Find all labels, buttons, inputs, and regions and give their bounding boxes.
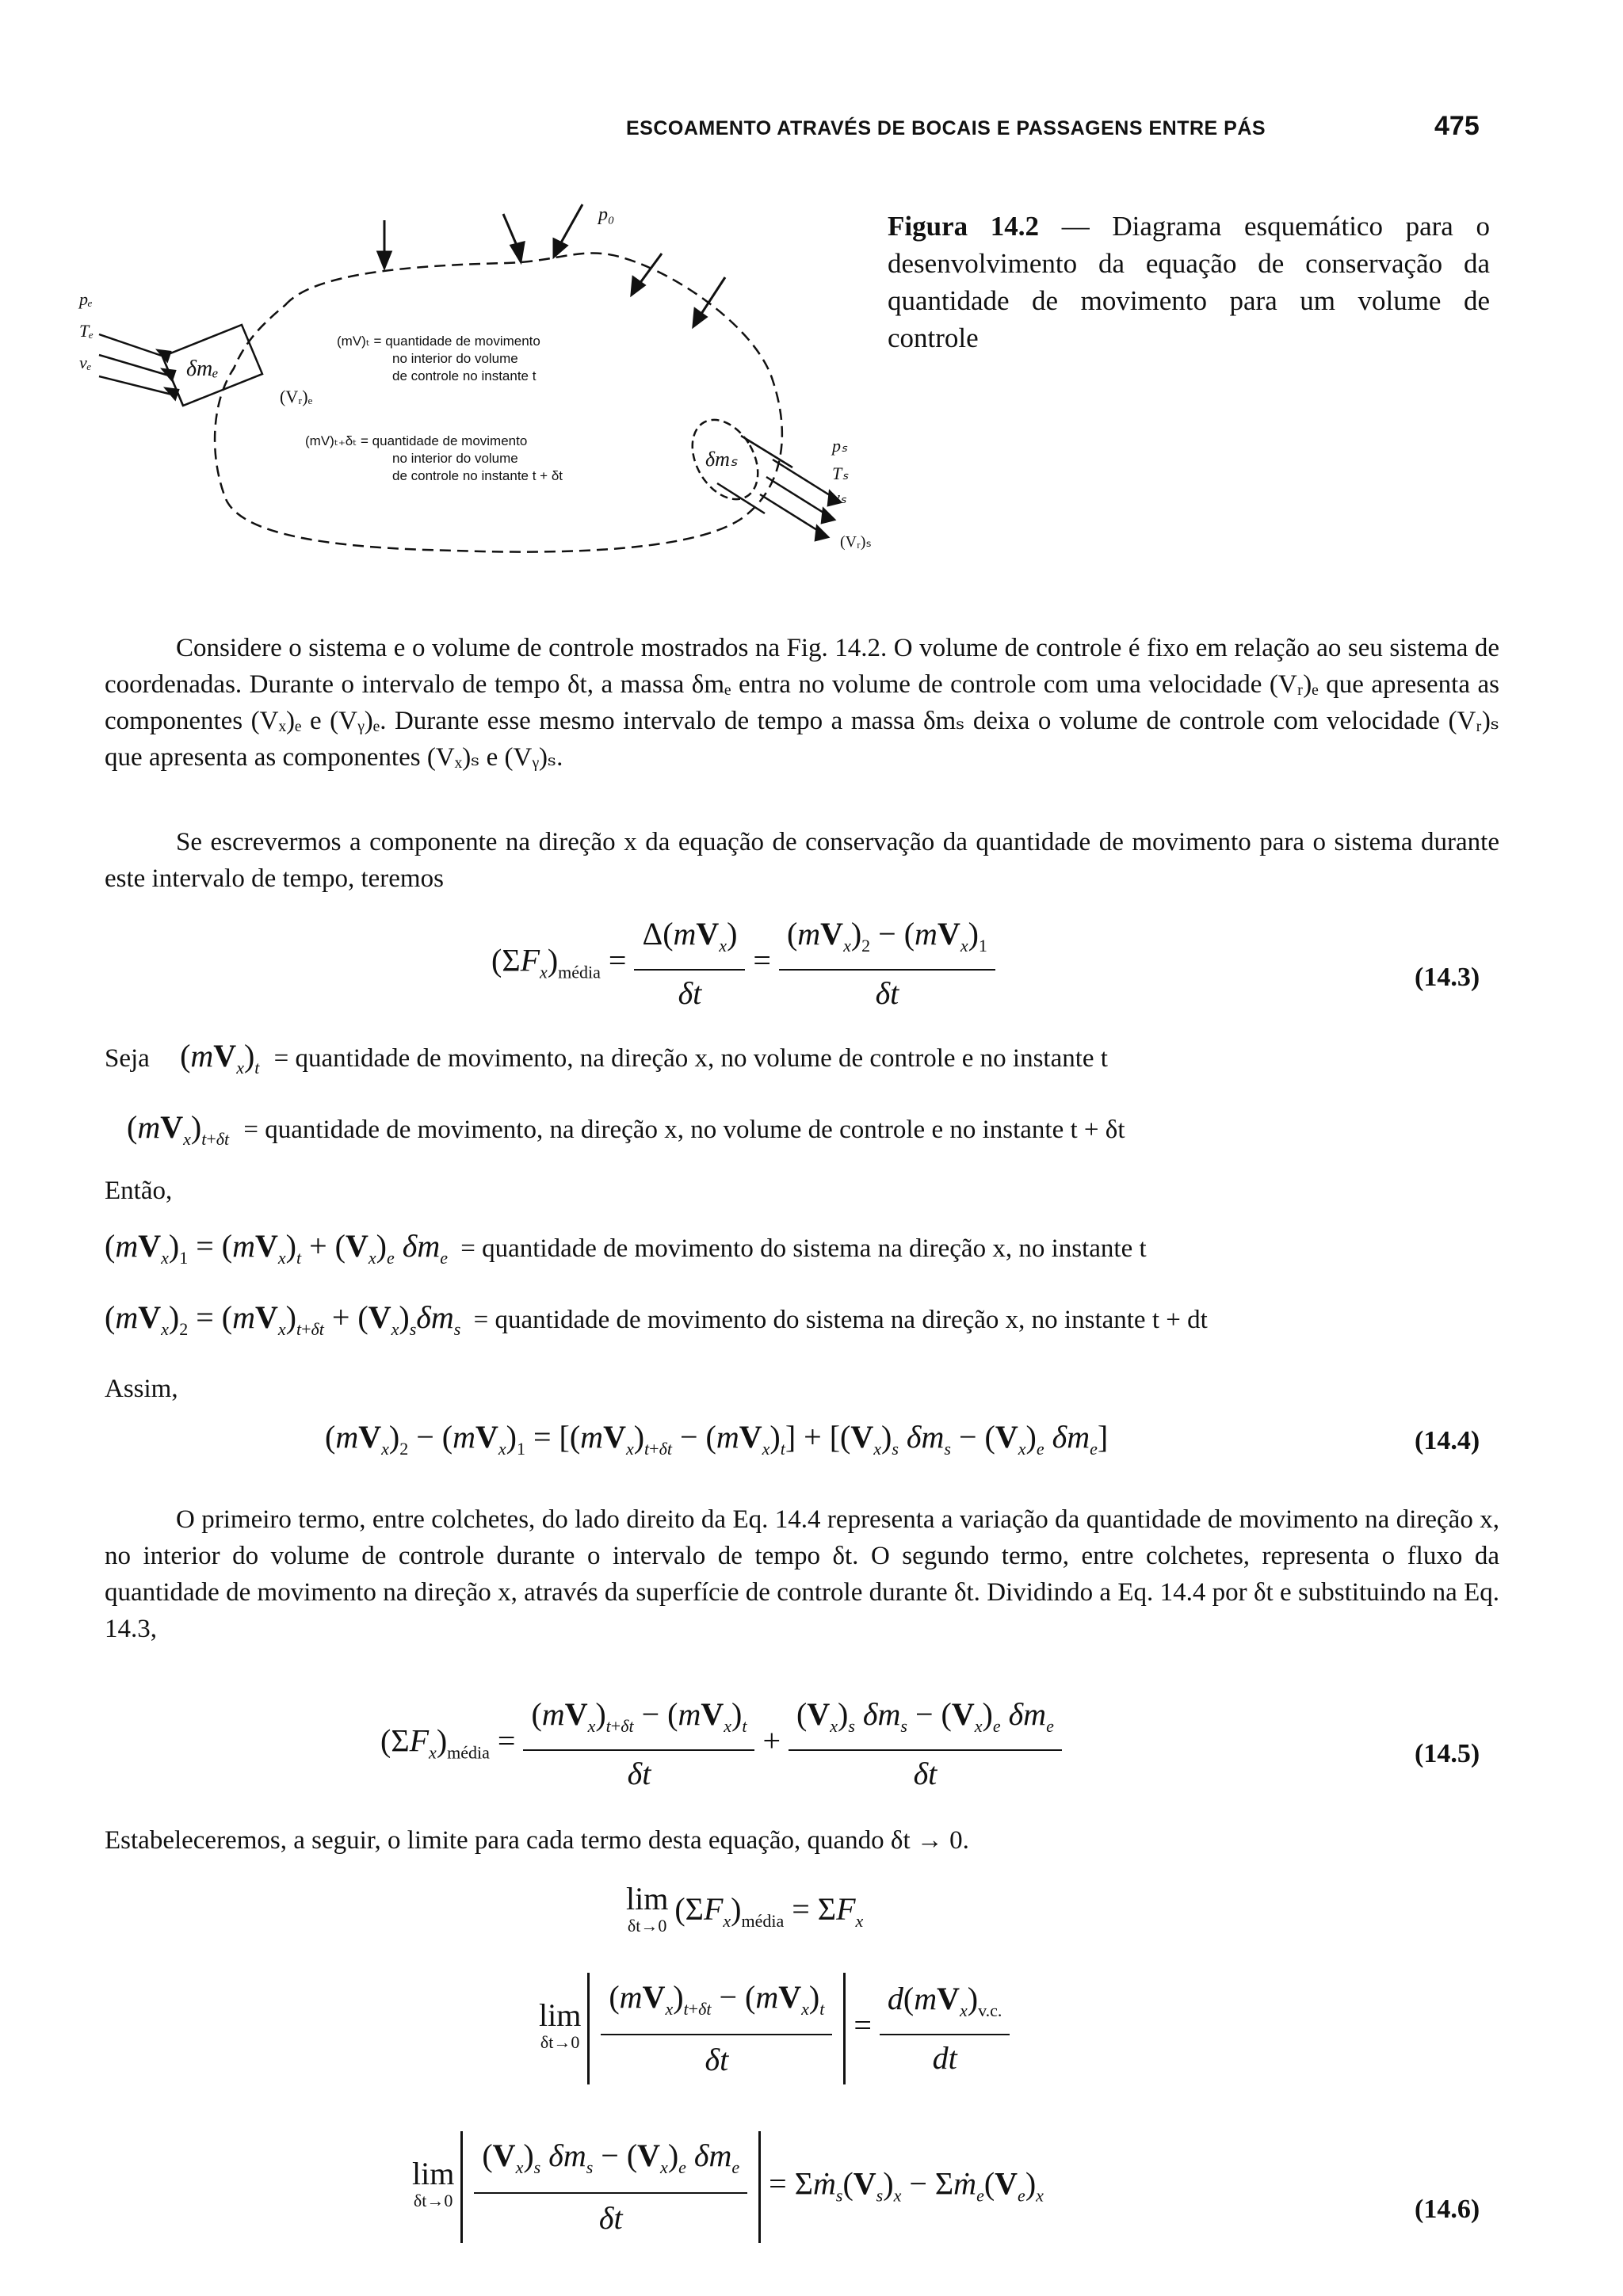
figure-caption bbox=[888, 208, 1490, 357]
equation-number-14-5: (14.5) bbox=[1415, 1739, 1480, 1768]
lim-sub-2: δt→0 bbox=[540, 2031, 580, 2052]
label-dms: δmₛ bbox=[705, 448, 738, 471]
label-ps: pₛ bbox=[832, 436, 848, 456]
limit-eq-1: lim δt→0 $(\Sigma F_x)_{média} = \Sigma F_x$ bbox=[626, 1886, 863, 1939]
media-sub-3: média bbox=[741, 1911, 785, 1932]
seja-text-2: = quantidade de movimento, na direção x, no volume de controle e no instante t + δt bbox=[243, 1116, 1125, 1144]
fig-text-t-1: (mV)ₜ = quantidade de movimento bbox=[337, 334, 540, 349]
lim-sub-3: δt→0 bbox=[413, 2190, 453, 2210]
label-te: Tₑ bbox=[79, 321, 94, 341]
equation-number-14-3: (14.3) bbox=[1415, 963, 1480, 992]
fig-text-tdt-1: (mV)ₜ₊δₜ = quantidade de movimento bbox=[305, 433, 528, 448]
entao-label: Então, bbox=[105, 1177, 173, 1205]
label-vs: vₛ bbox=[832, 487, 846, 507]
seja-label: Seja bbox=[105, 1044, 150, 1073]
limit-eq-2: lim δt→0 $\frac{(mV_x)_{t+\delta t} - (mV_x)_t}{\delta t}$ = $\frac{d(mV_x)_{v.c.}}{dt}$ bbox=[539, 1973, 1010, 2084]
lim-3: lim bbox=[412, 2155, 455, 2191]
equation-number-14-4: (14.4) bbox=[1415, 1426, 1480, 1455]
label-pe: pₑ bbox=[79, 289, 93, 309]
equation-14-3: $(\Sigma F_x)_{média}$ = $\frac{\Delta(mV_x)}{\delta t}$ = $\frac{(mV_x)_2 - (mV_x)_1}{\delta t}$ bbox=[491, 911, 995, 1016]
equation-14-5: $(\Sigma F_x)_{média}$ = $\frac{(mV_x)_{t+\delta t} - (mV_x)_t}{\delta t}$ + $\frac{(V_x)_s \delta m_s - (V_x)_e \delta m_e}{\delta t}$ bbox=[380, 1691, 1062, 1797]
running-title: ESCOAMENTO ATRAVÉS DE BOCAIS E PASSAGENS ENTRE PÁS bbox=[626, 117, 1266, 139]
label-p0: p₀ bbox=[598, 204, 615, 225]
lim-1: lim bbox=[626, 1881, 669, 1917]
fig-text-tdt-2: no interior do volume bbox=[392, 451, 518, 466]
caption-label: Figura 14.2 bbox=[888, 211, 1040, 242]
label-ve: vₑ bbox=[79, 353, 92, 372]
media-sub-2: média bbox=[447, 1742, 490, 1763]
entao-text-2: = quantidade de movimento do sistema na direção x, no instante t + dt bbox=[473, 1306, 1208, 1334]
label-ts: Tₛ bbox=[832, 463, 849, 483]
entao-line-1: $(mV_x)_1 = (mV_x)_t + (V_x)_e$ $\delta m_e$ = quantidade de movimento do sistema na direção x, no instante t bbox=[105, 1228, 1147, 1268]
media-sub: média bbox=[558, 962, 601, 982]
lim-sub-1: δt→0 bbox=[627, 1916, 667, 1936]
fig-text-t-2: no interior do volume bbox=[392, 351, 518, 366]
paragraph-4: Estabeleceremos, a seguir, o limite para cada termo desta equação, quando δt → 0. bbox=[105, 1826, 969, 1855]
label-vre: (Vᵣ)ₑ bbox=[280, 387, 313, 406]
equation-number-14-6: (14.6) bbox=[1415, 2195, 1480, 2224]
page-number: 475 bbox=[1434, 111, 1480, 141]
label-vrs: (Vᵣ)ₛ bbox=[840, 533, 872, 551]
equation-14-4: $(mV_x)_2 - (mV_x)_1 = [(mV_x)_{t+\delta t} - (mV_x)_t] + [(V_x)_s$ $\delta m_s - (V_x)_e$ $\delta m_e$] bbox=[325, 1419, 1109, 1459]
seja-line-2: $(mV_x)_{t+\delta t}$ = quantidade de movimento, na direção x, no volume de controle e no instante t + δt bbox=[127, 1109, 1125, 1149]
fig-text-t-3: de controle no instante t bbox=[392, 368, 537, 383]
entao-line-2: $(mV_x)_2 = (mV_x)_{t+\delta t} + (V_x)_s\delta m_s$ = quantidade de movimento do sistema na direção x, no instante t + dt bbox=[105, 1299, 1208, 1339]
control-volume-figure bbox=[75, 198, 876, 578]
limit-eq-3: lim δt→0 $\frac{(V_x)_s \delta m_s - (V_x)_e \delta m_e}{\delta t}$ = $\Sigma ṁ_s(V_s)_x$ − $\Sigma ṁ_e(V_e)_x$ bbox=[412, 2131, 1044, 2243]
label-dme: δmₑ bbox=[186, 357, 219, 381]
caption-text: — Diagrama esquemático para o desenvolvimento da equação de conservação da quantidade de movimento para um volume de controle bbox=[888, 211, 1491, 353]
entao-text-1: = quantidade de movimento do sistema na direção x, no instante t bbox=[460, 1234, 1147, 1263]
lim-2: lim bbox=[539, 1997, 582, 2033]
paragraph-1: Considere o sistema e o volume de controle mostrados na Fig. 14.2. O volume de controle é fixo em relação ao seu sistema de coordenadas. Durante o intervalo de tempo δt, a massa δmₑ entra no volume de controle com uma velocidade (Vᵣ)ₑ que apresenta as componentes (Vₓ)ₑ e (Vᵧ)ₑ. Durante esse mesmo intervalo de tempo a massa δmₛ deixa o volume de controle com velocidade (Vᵣ)ₛ que apresenta as componentes (Vₓ)ₛ e (Vᵧ)ₛ. bbox=[105, 634, 1499, 772]
fig-text-tdt-3: de controle no instante t + δt bbox=[392, 468, 563, 483]
paragraph-2: Se escrevermos a componente na direção x da equação de conservação da quantidade de movimento para o sistema durante este intervalo de tempo, teremos bbox=[105, 828, 1499, 893]
seja-line-1: Seja $(mV_x)_t$ = quantidade de movimento, na direção x, no volume de controle e no instante t bbox=[105, 1038, 1108, 1077]
seja-text-1: = quantidade de movimento, na direção x, no volume de controle e no instante t bbox=[273, 1044, 1108, 1073]
assim-label: Assim, bbox=[105, 1375, 178, 1403]
paragraph-3: O primeiro termo, entre colchetes, do lado direito da Eq. 14.4 representa a variação da quantidade de movimento na direção x, no interior do volume de controle durante o intervalo de tempo δt. O segundo termo, entre colchetes, representa o fluxo da quantidade de movimento na direção x, através da superfície de controle durante δt. Dividindo a Eq. 14.4 por δt e substituindo na Eq. 14.3, bbox=[105, 1505, 1499, 1643]
